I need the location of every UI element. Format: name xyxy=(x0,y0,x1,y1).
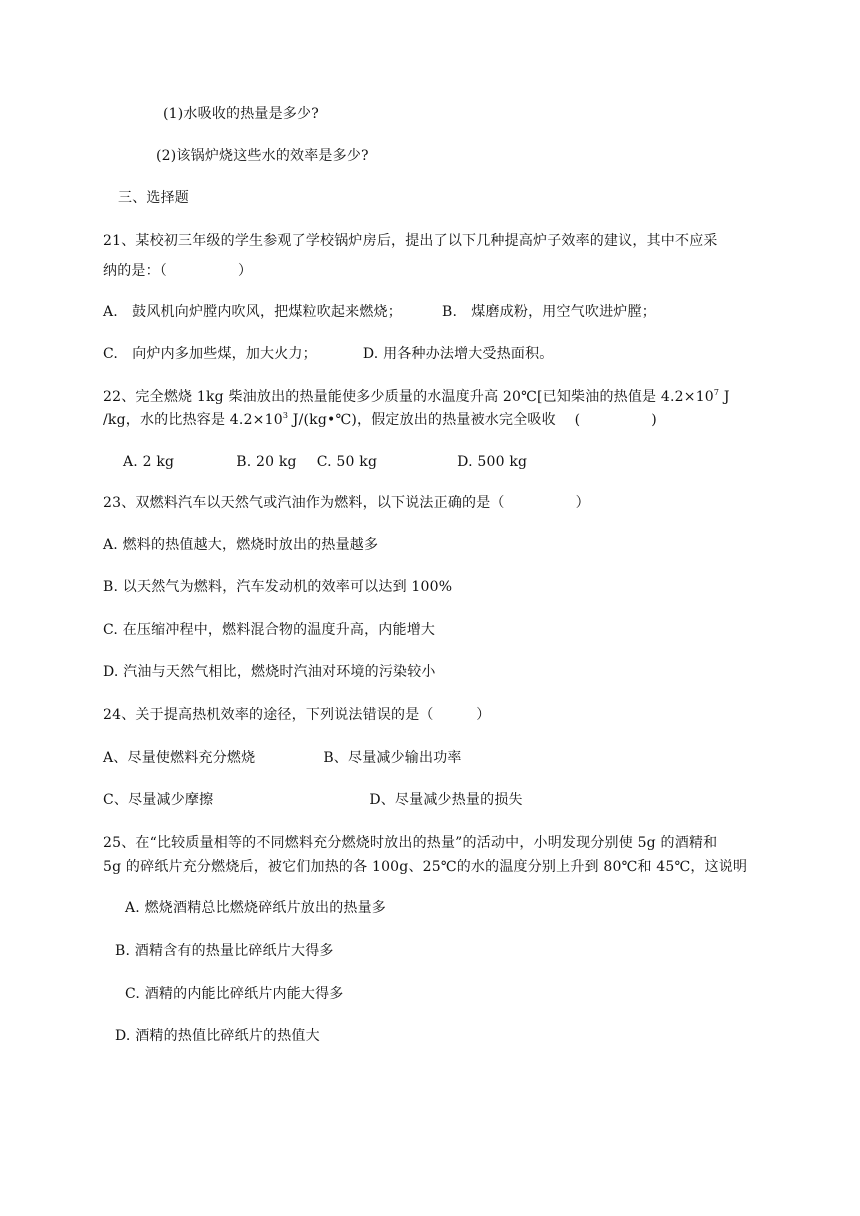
q21-options-ab xyxy=(103,302,656,322)
q23-option-d: D. 汽油与天然气相比，燃烧时汽油对环境的污染较小 xyxy=(103,664,436,680)
q25-stem-line2: 5g 的碎纸片充分燃烧后，被它们加热的各 100g、25℃的水的温度分别上升到 80℃和 45℃，这说明 xyxy=(103,859,748,875)
q21-stem-line2: 纳的是：（ ） xyxy=(103,263,253,279)
q23-option-a: A. 燃料的热值越大，燃烧时放出的热量越多 xyxy=(103,537,379,553)
q21-stem-line1: 21、某校初三年级的学生参观了学校锅炉房后，提出了以下几种提高炉子效率的建议，其中不应采 xyxy=(103,233,718,249)
subquestion-1: (1)水吸收的热量是多少? xyxy=(163,106,319,122)
q22-stem-line2-text: /kg，水的比热容是 4.2×10 xyxy=(103,412,283,428)
q23-option-b: B. 以天然气为燃料，汽车发动机的效率可以达到 100% xyxy=(103,579,453,595)
q25-option-b: B. 酒精含有的热量比碎纸片大得多 xyxy=(115,943,334,959)
q22-options xyxy=(123,452,527,472)
q24-option-b: B、尽量减少输出功率 xyxy=(323,750,462,766)
q21-option-c: C. 向炉内多加些煤，加大火力； xyxy=(103,346,317,362)
q22-stem-line2-rest: J/(kg•℃)，假定放出的热量被水完全吸收 ( ) xyxy=(288,412,657,428)
q22-stem-line1-unit: J xyxy=(719,389,730,405)
q22-exponent-2: 3 xyxy=(282,411,289,420)
q25-stem-line1: 25、在“比较质量相等的不同燃料充分燃烧时放出的热量”的活动中，小明发现分别使 5g 的酒精和 xyxy=(103,835,718,851)
q22-option-d: D. 500 kg xyxy=(457,454,528,470)
q24-option-a: A、尽量使燃料充分燃烧 xyxy=(103,750,256,766)
q22-exponent-1: 7 xyxy=(713,388,720,397)
q22-option-c: C. 50 kg xyxy=(316,454,378,470)
q24-option-d: D、尽量减少热量的损失 xyxy=(369,792,523,808)
q25-option-d: D. 酒精的热值比碎纸片的热值大 xyxy=(115,1028,320,1044)
q22-stem-line2 xyxy=(103,410,657,430)
subquestion-2: (2)该锅炉烧这些水的效率是多少? xyxy=(156,148,369,164)
q24-option-c: C、尽量减少摩擦 xyxy=(103,792,214,808)
q21-option-a: A. 鼓风机向炉膛内吹风，把煤粒吹起来燃烧； xyxy=(103,304,402,320)
q24-options-ab xyxy=(103,748,462,768)
q23-stem: 23、双燃料汽车以天然气或汽油作为燃料，以下说法正确的是（ ） xyxy=(103,495,590,511)
q21-option-b: B. 煤磨成粉，用空气吹进炉膛； xyxy=(441,304,656,320)
q24-stem: 24、关于提高热机效率的途径，下列说法错误的是（ ） xyxy=(103,707,491,723)
q21-options-cd xyxy=(103,344,554,364)
q21-option-d: D. 用各种办法增大受热面积。 xyxy=(362,346,554,362)
q22-stem-line1 xyxy=(103,387,730,407)
q25-option-c: C. 酒精的内能比碎纸片内能大得多 xyxy=(125,986,344,1002)
q23-option-c: C. 在压缩冲程中，燃料混合物的温度升高，内能增大 xyxy=(103,622,436,638)
section-heading: 三、选择题 xyxy=(118,190,189,206)
q24-options-cd xyxy=(103,790,523,810)
q22-stem-line1-text: 22、完全燃烧 1kg 柴油放出的热量能使多少质量的水温度升高 20℃[已知柴油的热值是 4.2×10 xyxy=(103,389,714,405)
q22-option-a: A. 2 kg xyxy=(123,454,175,470)
q22-option-b: B. 20 kg xyxy=(236,454,297,470)
q25-option-a: A. 燃烧酒精总比燃烧碎纸片放出的热量多 xyxy=(125,900,387,916)
